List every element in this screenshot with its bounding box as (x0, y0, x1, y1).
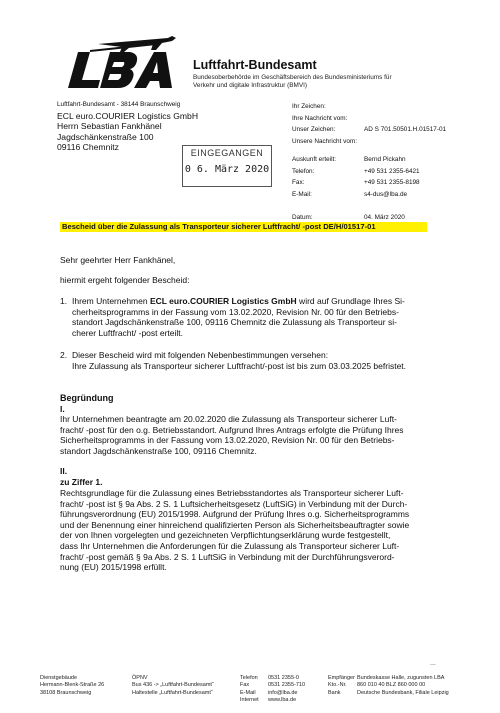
item-text: Ihrem Unternehmen (72, 296, 150, 306)
footer-line: Bank (328, 689, 341, 696)
footer-address (40, 675, 104, 697)
item-line: cherer Luftfracht/ -post erteilt. (72, 327, 184, 338)
paragraph-line: Ihr Unternehmen beantragte am 20.02.2020 die Zulassung als Transporteur sicherer Luft- (60, 414, 397, 424)
roman-numeral: I. (60, 404, 65, 414)
company-name: ECL euro.COURIER Logistics GmbH (149, 296, 297, 306)
reference-values (364, 101, 446, 147)
item-number: 2. (60, 350, 68, 360)
footer-line: Fax (240, 682, 250, 689)
footer-line: 0531 2355-0 (268, 675, 299, 681)
meta-value: Bernd Pickahn (364, 156, 406, 163)
footer-line: Haltestelle „Luftfahrt-Bundesamt“ (132, 689, 213, 696)
footer-line: 38108 Braunschweig (40, 689, 92, 696)
paragraph-line: der von Ihnen vorgelegten und gezeichneten Verpflichtungserklärung wurde festgestellt, (60, 530, 391, 541)
footer-website-link[interactable]: www.lba.de (268, 697, 297, 704)
stamp-label: EINGEGANGEN (190, 148, 264, 158)
paragraph-line: führungsverordnung (EU) 2015/1998. Aufgrund der Prüfung Ihres o.g. Sicherheitsprogramms (60, 509, 410, 520)
meta-label: Unser Zeichen: (292, 126, 336, 134)
item-line: standort Jagdschänkenstraße 100, 09116 Chemnitz die Zulassung als Transporteur si- (72, 317, 397, 328)
meta-value (364, 101, 446, 113)
item-number: 1. (60, 296, 68, 306)
stamp-date: 0 6. März 2020 (184, 164, 270, 175)
meta-value (364, 113, 446, 125)
subsection-heading: zu Ziffer 1. (60, 477, 103, 487)
meta-value (364, 200, 420, 212)
lba-logo-graphic (60, 30, 180, 92)
decision-item-2 (60, 350, 440, 371)
intro-text: hiermit ergeht folgender Bescheid: (60, 275, 190, 285)
footer-line: ÖPNV (132, 675, 148, 681)
recipient-address (57, 111, 198, 153)
item-line: Ihre Zulassung als Transporteur sicherer Luftfracht/-post ist bis zum 03.03.2025 befristet. (72, 360, 407, 371)
footer-email-link[interactable]: info@lba.de (268, 689, 298, 696)
footer-line: Hermann-Blenk-Straße 26 (40, 682, 105, 689)
meta-value: 04. März 2020 (364, 213, 405, 221)
section-heading: Begründung (60, 393, 114, 403)
footer-contact-labels (240, 675, 259, 705)
paragraph-line: standort Jagdschänkenstraße 100, 09116 Chemnitz. (60, 445, 257, 456)
paragraph-line: Rechtsgrundlage für die Zulassung eines Betriebsstandortes als Transporteur sicherer Luft- (60, 488, 404, 498)
item-text: wird auf Grundlage Ihres Si- (296, 296, 405, 306)
paragraph-line: Sicherheitsprogramms in der Fassung vom 13.02.2020, Revision Nr. 00 für den Betriebs- (60, 435, 395, 446)
meta-label (292, 200, 336, 212)
org-subtitle-line: Verkehr und digitale Infrastruktur (BMVI) (193, 82, 308, 89)
paragraph-line: nung (EU) 2015/1998 erfüllt. (60, 562, 167, 573)
contact-values (364, 154, 420, 224)
meta-label: Ihr Zeichen: (292, 103, 326, 110)
paragraph-line: und der Benennung einer hinreichend qualifizierten Person als Sicherheitsbeauftragter sowie (60, 519, 410, 530)
recipient-line: Herrn Sebastian Fankhänel (57, 121, 162, 132)
meta-value: +49 531 2355-6421 (364, 167, 420, 175)
roman-numeral: II. (60, 466, 68, 476)
item-line: Dieser Bescheid wird mit folgenden Nebenbestimmungen versehen: (72, 350, 329, 360)
meta-label: Unsere Nachricht vom: (292, 137, 357, 145)
org-subtitle-line: Bundesoberbehörde im Geschäftsbereich des Bundesministeriums für (193, 74, 392, 81)
footer-line: Internet (240, 697, 259, 704)
lba-logo (60, 30, 180, 92)
meta-label: Telefon: (292, 167, 315, 175)
meta-value: AD S 701.50501.H.01517-01 (364, 126, 447, 134)
footer-line: Kto.-Nr. (328, 682, 347, 689)
footer-line: Dienstgebäude (40, 675, 78, 681)
footer-line: 860 010 40 BLZ 860 000 00 (357, 682, 426, 689)
sender-line: Luftfahrt-Bundesamt - 38144 Braunschweig (57, 101, 181, 108)
org-subtitle (193, 74, 413, 90)
item-line: cherheitsprogramms in der Fassung vom 13.02.2020, Revision Nr. 00 für den Betriebs- (72, 306, 399, 317)
received-stamp (182, 145, 272, 187)
paragraph-line: fracht/ -post gemäß § 9a Abs. 2 S. 1 LuftSiG in Verbindung mit der Durchführungsverord- (60, 551, 395, 562)
footer-transport (132, 675, 214, 697)
page-continuation-mark: ... (430, 660, 436, 667)
subject-line: Bescheid über die Zulassung als Transporteur sicherer Luftfracht/ -post DE/H/01517-01 (60, 222, 427, 232)
decision-item-1 (60, 296, 440, 338)
footer-bank-values (357, 675, 449, 697)
meta-label: Auskunft erteilt: (292, 156, 337, 163)
recipient-line: Jagdschänkenstraße 100 (57, 131, 154, 142)
paragraph-line: fracht/ -post ist § 9a Abs. 2 S. 1 Luftsicherheitsgesetz (LuftSiG) in Verbindung mit der Durch- (60, 498, 408, 509)
meta-value: s4-dus@lba.de (364, 190, 408, 198)
reference-labels (292, 101, 357, 147)
footer-line: 0531 2355-710 (268, 682, 306, 689)
footer-line: E-Mail (240, 689, 256, 696)
contact-labels (292, 154, 336, 224)
paragraph-line: fracht/ -post für den o.g. Betriebsstandort. Aufgrund Ihres Antrags erfolgte die Prüfung Ihres (60, 424, 404, 435)
footer-bank-labels (328, 675, 355, 697)
greeting: Sehr geehrter Herr Fankhänel, (60, 255, 176, 265)
reasoning-paragraph-2 (60, 488, 440, 573)
paragraph-line: dass Ihr Unternehmen die Anforderungen für die Zulassung als Transporteur sicherer Luft- (60, 540, 400, 551)
footer-line: Bus 436 -> „Luftfahrt-Bundesamt“ (132, 682, 214, 689)
meta-value (364, 136, 446, 148)
recipient-line: ECL euro.COURIER Logistics GmbH (57, 111, 199, 121)
meta-value: +49 531 2355-8198 (364, 179, 420, 187)
footer-line: Bundeskasse Halle, zugunsten LBA (357, 675, 445, 681)
footer-line: Telefon (240, 675, 258, 681)
footer-line: Deutsche Bundesbank, Filiale Leipzig (357, 689, 449, 696)
org-title: Luftfahrt-Bundesamt (193, 58, 317, 72)
reasoning-paragraph-1 (60, 414, 440, 456)
meta-label: Ihre Nachricht vom: (292, 114, 348, 122)
meta-label: E-Mail: (292, 190, 312, 198)
item-line (72, 296, 440, 307)
recipient-line: 09116 Chemnitz (57, 142, 119, 153)
meta-label: Datum: (292, 213, 313, 221)
footer-contact-values (268, 675, 305, 705)
meta-label: Fax: (292, 179, 305, 187)
footer-line: Empfänger (328, 675, 355, 681)
